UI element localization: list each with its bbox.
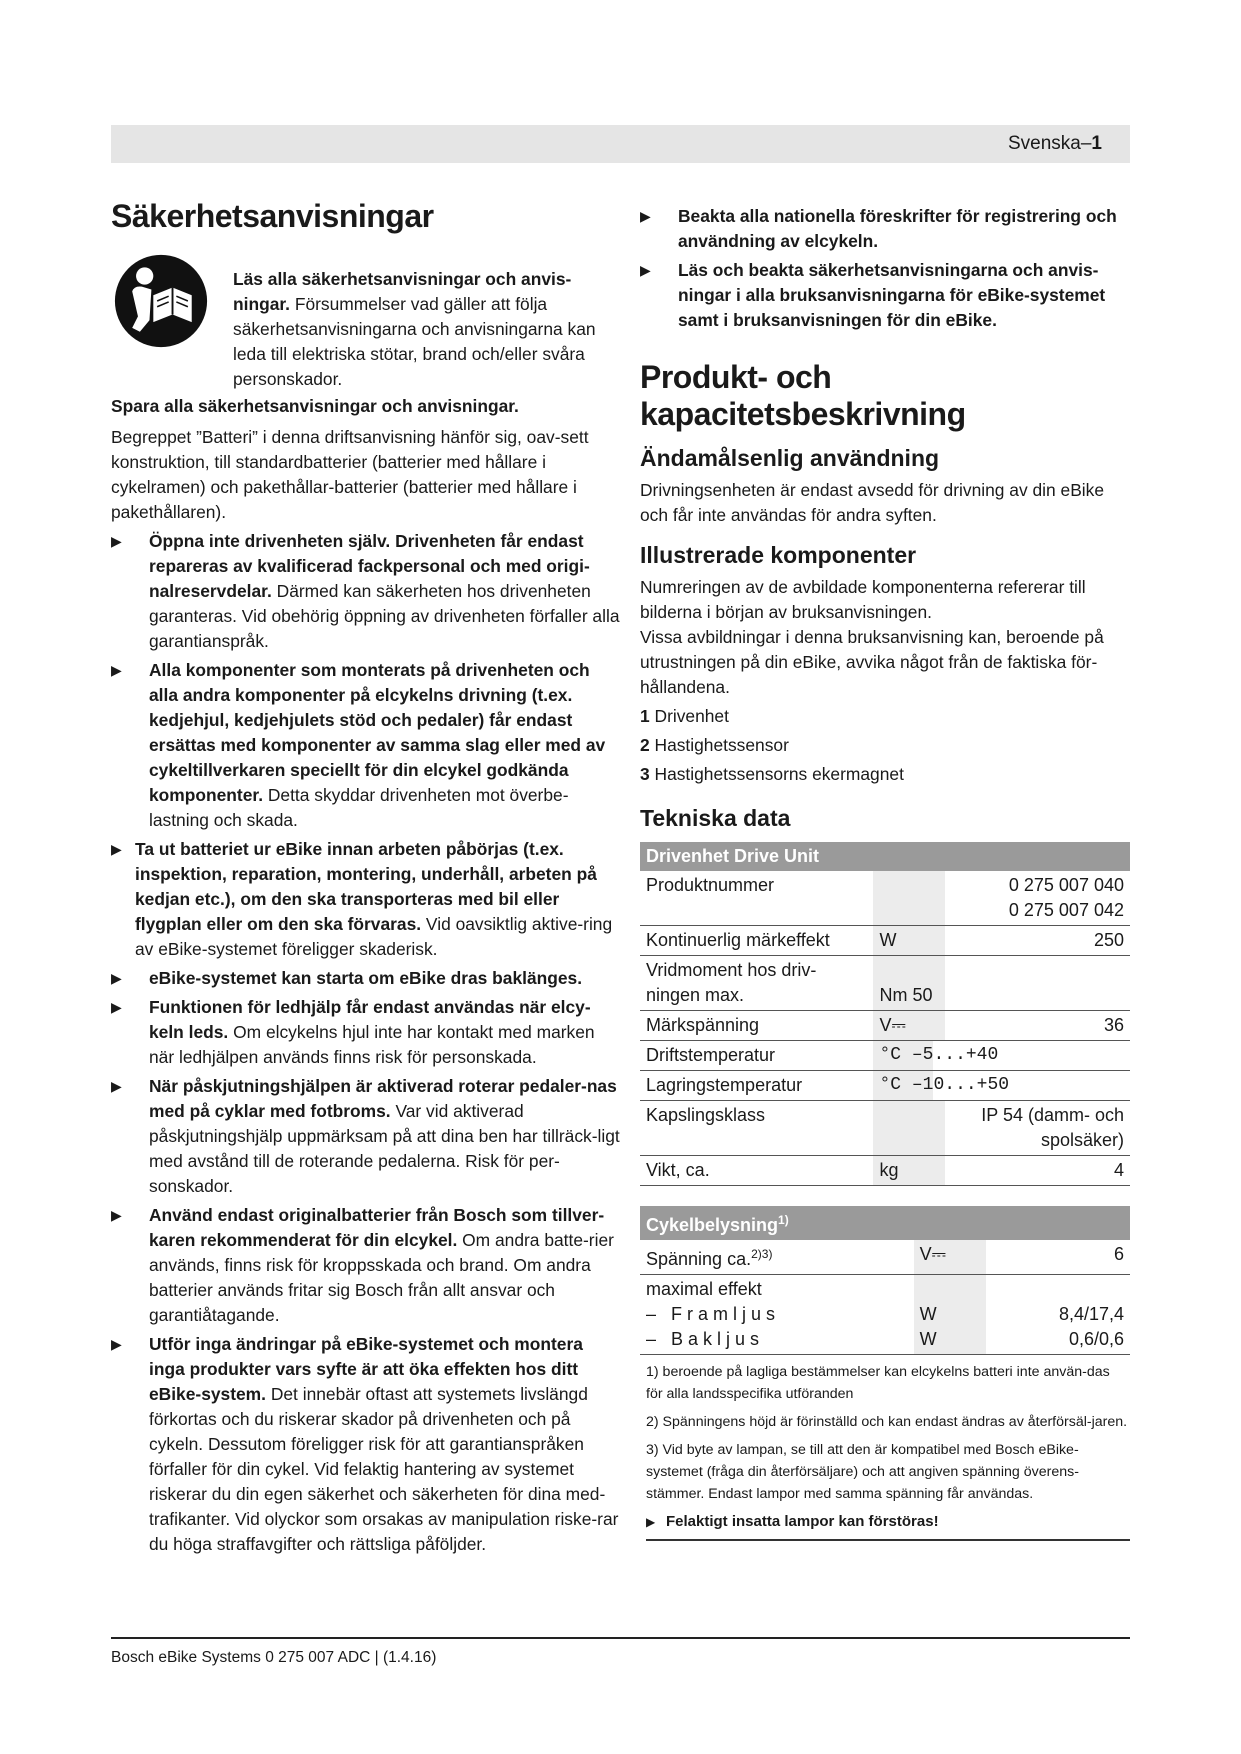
bullet-body: Om andra batte-rier används, finns risk för kroppsskada och brand. Om andra batterier används fritar sig Bosch från allt ansvar och garantiåtagande. — [149, 1230, 614, 1325]
table-cell-unit — [914, 1275, 986, 1355]
bullet-body: Var vid aktiverad påskjutningshjälp uppmärksam på att dina ben har tillräck-ligt med avstånd till de roterande pedalerna. Risk för per-sonskador. — [149, 1101, 620, 1196]
arrow-right-icon: ▶ — [646, 1515, 656, 1529]
table-cell-value: 4 — [945, 1156, 1130, 1186]
table-cell-attr: Kontinuerlig märkeffekt — [640, 926, 873, 956]
table-cell-attr: Produktnummer — [640, 871, 873, 926]
safety-bullets — [111, 529, 623, 1557]
bullet-text — [149, 658, 623, 833]
safety-bullet — [640, 258, 1130, 333]
table-header-row — [640, 1206, 1130, 1240]
table-cell-unit: W — [873, 926, 945, 956]
safety-bullet — [111, 966, 623, 991]
components-text-1: Numreringen av de avbildade komponenterna refererar till bilderna i början av bruksanvisningen. — [640, 577, 1086, 622]
arrow-right-icon: ▶ — [111, 1078, 122, 1094]
bullet-text — [149, 966, 582, 991]
save-instructions: Spara alla säkerhetsanvisningar och anvisningar. — [111, 396, 519, 416]
bullet-body: Det innebär oftast att systemets livslängd förkortas och du riskerar skador på drivenheten och på cykeln. Dessutom föreligger risk för att garantianspråken förfaller för din cykel. Vid felaktig hantering av systemet riskerar du din egen säkerhet och säkerheten för dina med-trafikanter. Vid olyckor som orsakas av manipulation riske-rar du höga straffavgifter och rättsliga påföljder. — [149, 1384, 619, 1554]
footnote: 1) beroende på lagliga bestämmelser kan elcykelns batteri inte använ-das för alla landsspecifika utföranden — [646, 1364, 1110, 1402]
safety-bullet — [111, 1203, 623, 1328]
safety-bullet — [640, 204, 1130, 254]
table-cell-value — [945, 956, 1130, 1011]
page-header-bar — [111, 125, 1130, 163]
table-cell-unit: kg — [873, 1156, 945, 1186]
table-row — [640, 956, 1130, 1011]
table-cell-value: 0 275 007 040 0 275 007 042 — [945, 871, 1130, 926]
bullet-text: Läs och beakta säkerhetsanvisningarna och anvis-ningar i alla bruksanvisningarna för eBike-systemet samt i bruksanvisningen för din eBike. — [678, 260, 1106, 330]
table-cell-unit: V⎓ — [873, 1011, 945, 1041]
attr-text: maximal effekt — [646, 1279, 762, 1299]
bullet-bold: Ta ut batteriet ur eBike innan arbeten påbörjas (t.ex. inspektion, reparation, montering, underhåll, arbeten på kedjan etc.), om den ska transporteras med bil eller flygplan eller om den ska förvaras. — [135, 839, 597, 934]
footnote-ref: 1) — [778, 1213, 789, 1227]
warning-body: Försummelser vad gäller att följa säkerhetsanvisningarna och anvisningarna kan leda till elektriska stötar, brand och/eller svåra personskador. — [233, 294, 596, 389]
footnotes — [640, 1361, 1130, 1541]
bullet-body: Om elcykelns hjul inte har kontakt med marken när ledhjälpen används finns risk för personskada. — [149, 1022, 595, 1067]
value-text: –5...+40 — [911, 1045, 999, 1065]
header-language: Svenska– — [1007, 133, 1092, 154]
table-row — [640, 1011, 1130, 1041]
arrow-right-icon: ▶ — [111, 999, 122, 1015]
bullet-text — [135, 837, 623, 962]
table-cell-unit — [873, 1071, 1130, 1101]
safety-bullet — [111, 1074, 623, 1199]
table-cell-attr: Vikt, ca. — [640, 1156, 873, 1186]
value-text: 8,4/17,4 — [1058, 1304, 1124, 1324]
table-cell-unit — [873, 956, 945, 1011]
drive-unit-table — [640, 842, 1130, 1186]
bullet-text — [149, 995, 623, 1070]
footnote-ref: 2)3) — [751, 1247, 773, 1261]
unit-text: °C — [879, 1075, 902, 1095]
table-cell-value — [986, 1275, 1130, 1355]
bullet-text: Beakta alla nationella föreskrifter för registrering och användning av elcykeln. — [678, 206, 1117, 251]
footer-text: Bosch eBike Systems 0 275 007 ADC | (1.4.16) — [111, 1649, 437, 1666]
lamp-warning-text: Felaktigt insatta lampor kan förstöras! — [666, 1513, 939, 1530]
warning-text — [233, 267, 623, 392]
bullet-bold: Alla komponenter som monterats på drivenheten och alla andra komponenter på elcykelns drivning (t.ex. kedjehjul, kedjehjulets stöd och pedaler) får endast ersättas med komponenter av samma slag eller med av cykeltillverkaren speciellt för din elcykel godkända komponenter. — [149, 660, 606, 805]
heading-tech-data: Tekniska data — [640, 805, 791, 831]
page-footer — [111, 1637, 1130, 1666]
section-title-safety: Säkerhetsanvisningar — [111, 198, 434, 234]
table-cell-unit — [873, 1101, 945, 1156]
bullet-text — [149, 1332, 623, 1557]
attr-text: Spänning ca. — [646, 1249, 752, 1269]
safety-bullet — [111, 658, 623, 833]
unit-text: Nm — [879, 985, 908, 1005]
table-cell-unit: V⎓ — [914, 1240, 986, 1275]
table-cell-value: 6 — [986, 1240, 1130, 1275]
table-header-text: Cykelbelysning — [646, 1215, 779, 1235]
arrow-right-icon: ▶ — [111, 533, 122, 549]
table-header — [640, 1206, 1130, 1240]
table-cell-attr: Märkspänning — [640, 1011, 873, 1041]
table-row — [640, 1041, 1130, 1071]
table-cell-value: 250 — [945, 926, 1130, 956]
attr-text: – Framljus — [646, 1304, 781, 1324]
list-item — [640, 760, 1130, 789]
bullet-text — [149, 1074, 623, 1199]
safety-bullet — [111, 1332, 623, 1557]
bullet-bold: Funktionen för ledhjälp får endast användas när elcy-keln leds. — [149, 997, 591, 1042]
arrow-right-icon: ▶ — [111, 1336, 122, 1352]
table-row — [640, 1240, 1130, 1275]
footnote: 2) Spänningens höjd är förinställd och kan endast ändras av återförsäl-jaren. — [646, 1414, 1128, 1430]
component-number: 2 — [640, 735, 650, 755]
table-cell-unit — [873, 871, 945, 926]
list-item — [640, 702, 1130, 731]
unit-text: °C — [879, 1045, 902, 1065]
bullet-bold: eBike-systemet kan starta om eBike dras baklänges. — [149, 968, 583, 988]
value-text: –10...+50 — [911, 1075, 1010, 1095]
lighting-table — [640, 1206, 1130, 1355]
read-manual-icon — [113, 253, 209, 349]
attr-text: – Bakljus — [646, 1329, 765, 1349]
intended-use-text: Drivningsenheten är endast avsedd för drivning av din eBike och får inte användas för andra syften. — [640, 480, 1105, 525]
list-item — [640, 731, 1130, 760]
table-header-row — [640, 842, 1130, 871]
components-text-2: Vissa avbildningar i denna bruksanvisning kan, beroende på utrustningen på din eBike, avvika något från de faktiska för-hållandena. — [640, 627, 1104, 697]
table-cell-unit — [873, 1041, 1130, 1071]
bullet-text — [149, 1203, 623, 1328]
table-cell-value: IP 54 (damm- och spolsäker) — [945, 1101, 1130, 1156]
bullet-bold: Använd endast originalbatterier från Bosch som tillver-karen rekommenderat för din elcykel. — [149, 1205, 605, 1250]
component-label: Hastighetssensorns ekermagnet — [649, 764, 904, 784]
arrow-right-icon: ▶ — [111, 1207, 122, 1223]
table-cell-attr: Vridmoment hos driv- ningen max. — [640, 956, 873, 1011]
component-label: Drivenhet — [649, 706, 729, 726]
right-column — [640, 204, 1130, 1545]
left-column — [111, 198, 623, 1561]
value-text: 50 — [912, 985, 933, 1005]
table-row — [640, 1071, 1130, 1101]
table-row — [640, 1275, 1130, 1355]
page-header — [1008, 133, 1102, 155]
unit-text: W — [919, 1304, 937, 1324]
arrow-right-icon: ▶ — [640, 262, 651, 278]
lamp-warning — [646, 1511, 1130, 1541]
value-text: 0,6/0,6 — [1068, 1329, 1124, 1349]
battery-intro: Begreppet ”Batteri” i denna driftsanvisning hänför sig, oav-sett konstruktion, till standardbatterier (batterier med hållare i cykelramen) och pakethållar-batterier (batterier med hållare i pakethållaren). — [111, 427, 589, 522]
bullet-text — [149, 529, 623, 654]
component-number: 3 — [640, 764, 650, 784]
section-title-product: Produkt- och kapacitetsbeskrivning — [640, 359, 966, 432]
arrow-right-icon: ▶ — [111, 970, 122, 986]
footnote: 3) Vid byte av lampan, se till att den är kompatibel med Bosch eBike-systemet (fråga din återförsäljare) och att angiven spänning överens-stämmer. Endast lampor med samma spänning får användas. — [646, 1442, 1079, 1502]
page-number: 1 — [1091, 133, 1102, 154]
table-row — [640, 1156, 1130, 1186]
bullet-body: Vid oavsiktlig aktive-ring av eBike-systemet föreligger skaderisk. — [135, 914, 613, 959]
arrow-right-icon: ▶ — [111, 841, 122, 857]
safety-bullet — [111, 995, 623, 1070]
bullet-bold: Öppna inte drivenheten själv. Drivenheten får endast repareras av kvalificerad fackpersonal och med origi-nalreservdelar. — [149, 531, 590, 601]
component-label: Hastighetssensor — [649, 735, 789, 755]
bullet-body: Detta skyddar drivenheten mot överbe-lastning och skada. — [149, 785, 569, 830]
table-cell-value: 36 — [945, 1011, 1130, 1041]
arrow-right-icon: ▶ — [111, 662, 122, 678]
component-number: 1 — [640, 706, 650, 726]
bullet-bold: När påskjutningshjälpen är aktiverad roterar pedaler-nas med på cyklar med fotbroms. — [149, 1076, 617, 1121]
component-list — [640, 702, 1130, 789]
table-header: Drivenhet Drive Unit — [640, 842, 1130, 871]
table-cell-attr: Driftstemperatur — [640, 1041, 873, 1071]
safety-bullet — [111, 837, 623, 962]
arrow-right-icon: ▶ — [640, 208, 651, 224]
table-row — [640, 1101, 1130, 1156]
table-cell-attr: Lagringstemperatur — [640, 1071, 873, 1101]
warning-bold: Läs alla säkerhetsanvisningar och anvis-ningar. — [233, 269, 572, 314]
bullet-bold: Utför inga ändringar på eBike-systemet och montera inga produkter vars syfte är att öka effekten hos ditt eBike-system. — [149, 1334, 583, 1404]
table-cell-attr — [640, 1275, 914, 1355]
bullet-body: Därmed kan säkerheten hos drivenheten garanteras. Vid obehörig öppning av drivenheten förfaller alla garantianspråk. — [149, 581, 620, 651]
unit-text: W — [919, 1329, 937, 1349]
warning-box — [111, 245, 623, 392]
heading-components: Illustrerade komponenter — [640, 542, 917, 568]
heading-intended-use: Ändamålsenlig användning — [640, 445, 940, 471]
table-row — [640, 871, 1130, 926]
table-cell-attr: Kapslingsklass — [640, 1101, 873, 1156]
safety-bullet — [111, 529, 623, 654]
table-row — [640, 926, 1130, 956]
table-cell-attr — [640, 1240, 914, 1275]
